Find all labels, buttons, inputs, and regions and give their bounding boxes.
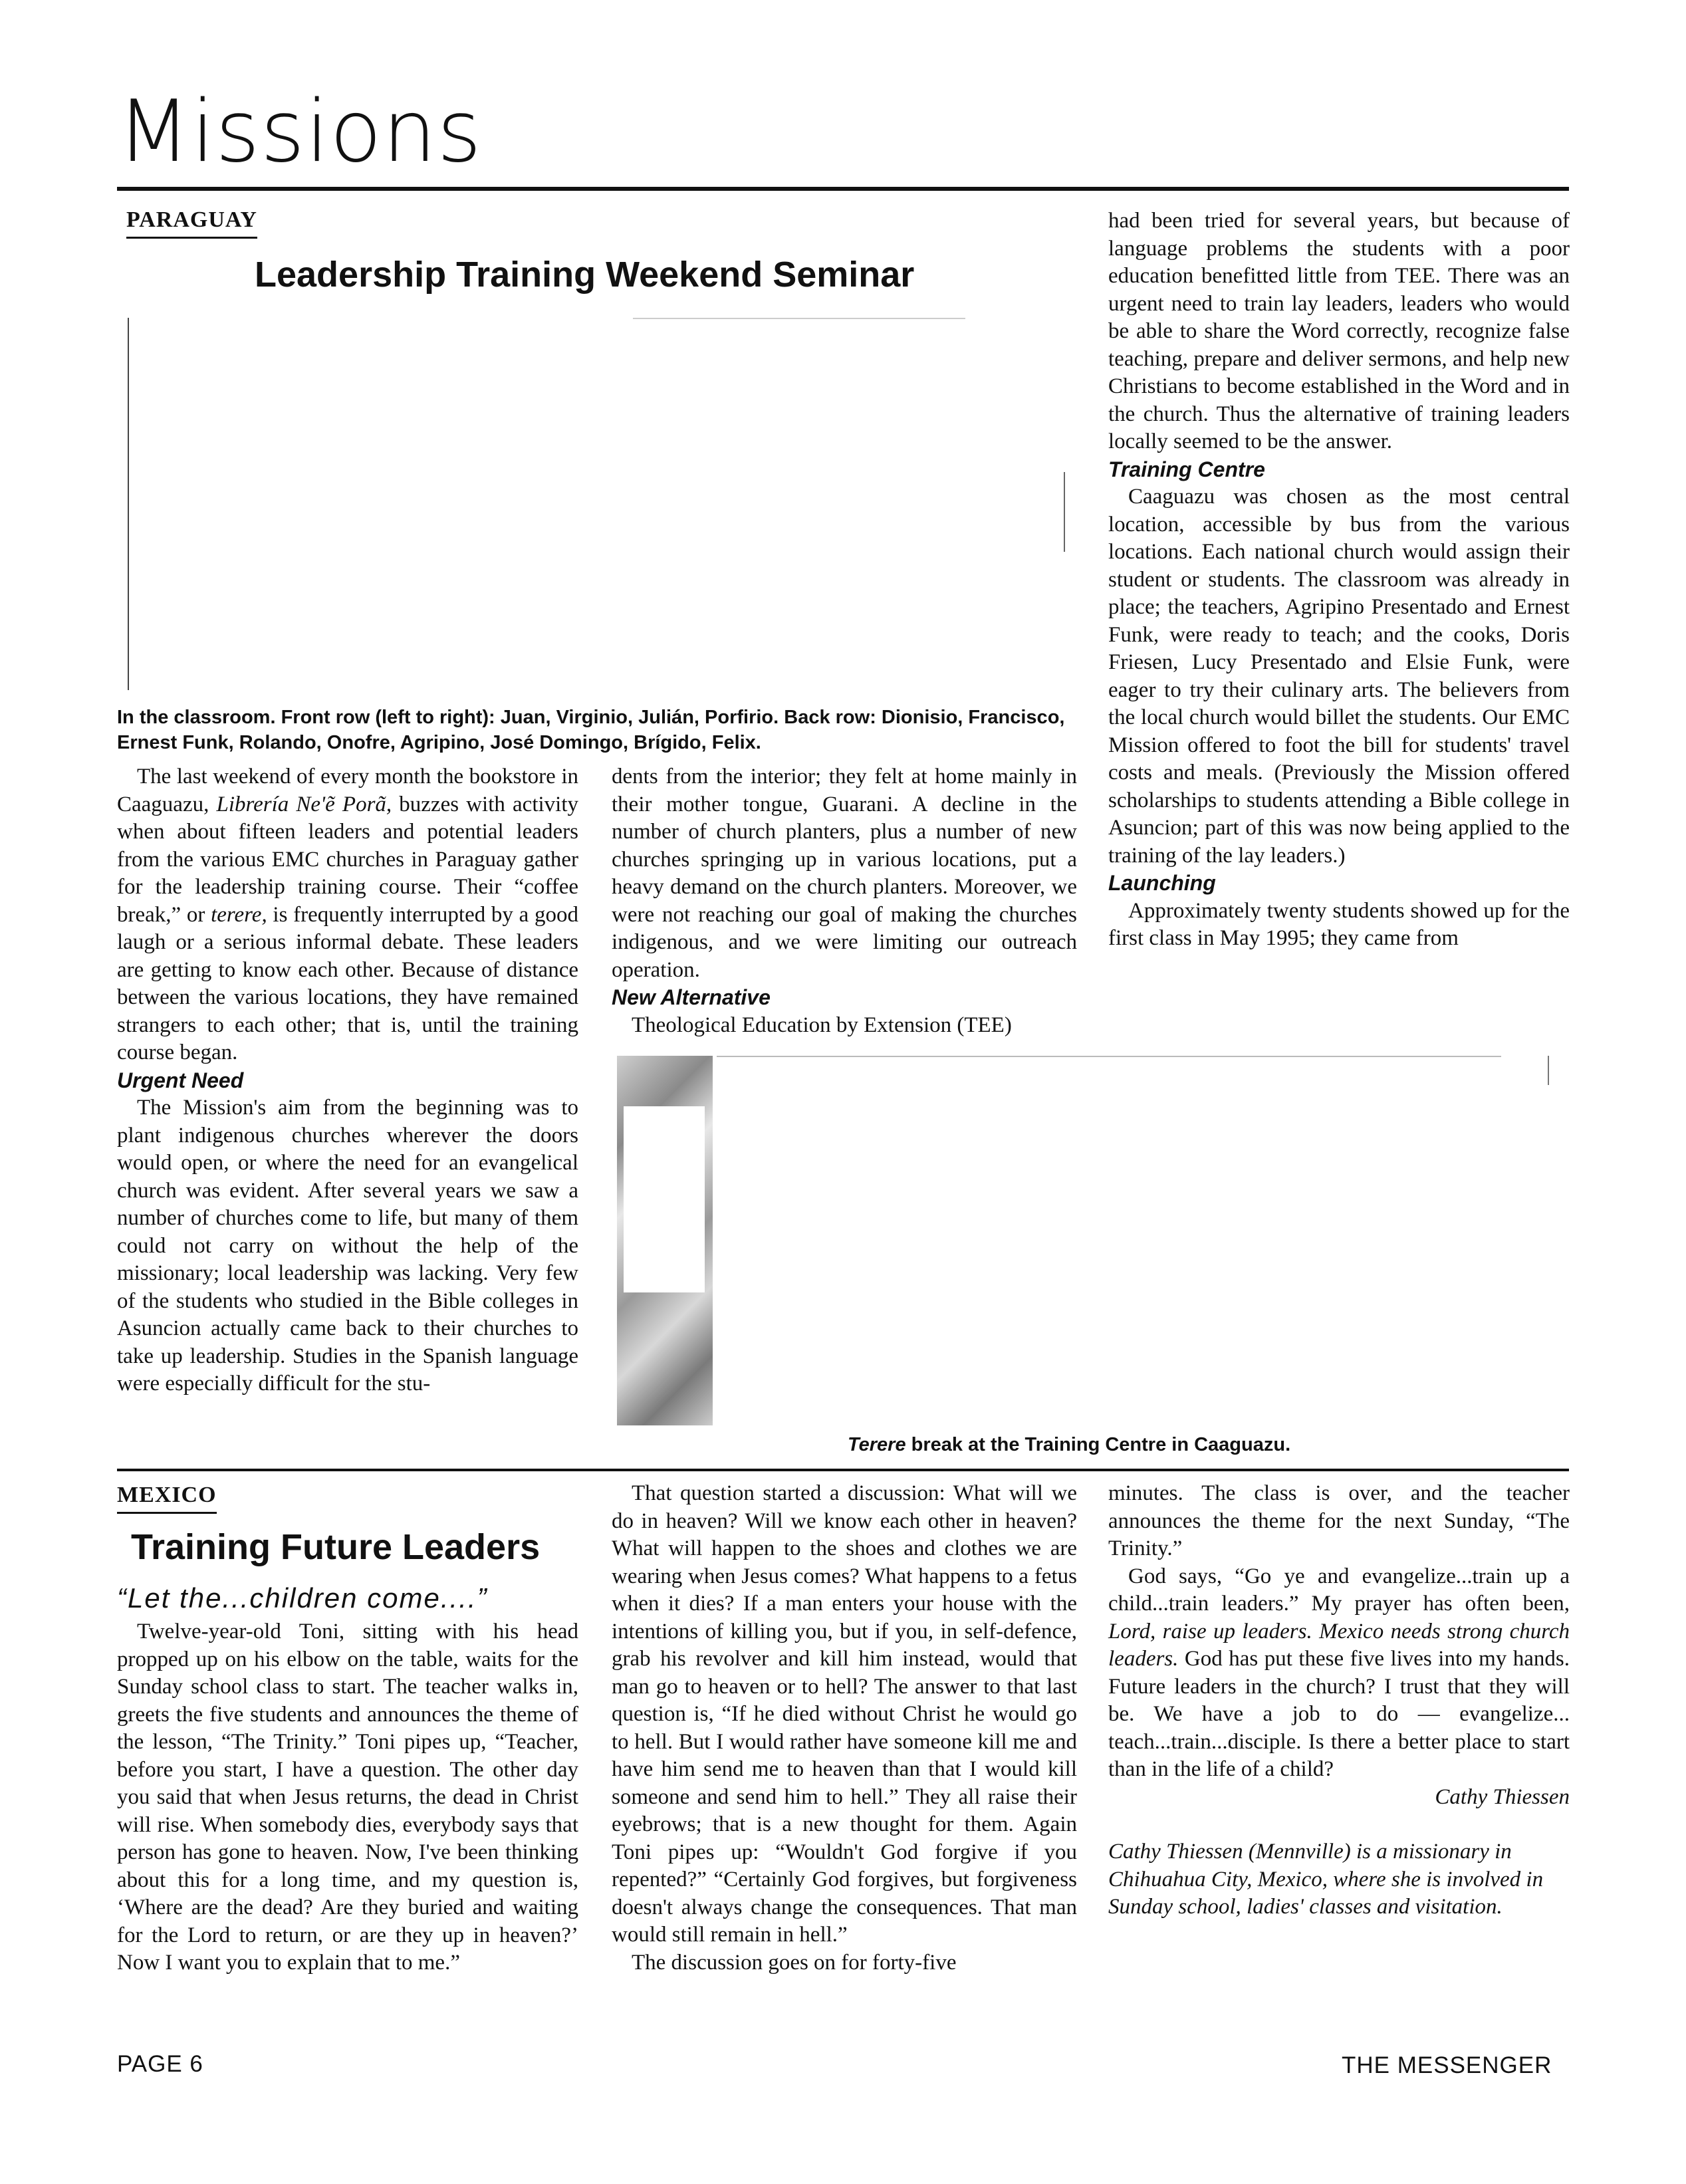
section-divider [117, 1469, 1569, 1471]
photo-edge [1064, 472, 1065, 552]
paraguay-column-3 [1108, 207, 1570, 953]
paragraph: Twelve-year-old Toni, sitting with his head propped up on his elbow on the table, waits for the Sunday school class to start. The teacher walks in, greets the five students and announces the theme of the lesson, “The Trinity.” Toni pipes up, “Teacher, before you start, I have a question. The other day you said that when Jesus returns, the dead in Christ will rise. When somebody dies, everybody says that person has gone to heaven. Now, I've been thinking about this for a long time, and my question is, ‘Where are the dead? Are they buried and waiting for the Lord to return, or are they up in heaven?’ Now I want you to explain that to me.” [117, 1620, 578, 1975]
paraguay-column-2 [612, 763, 1077, 1039]
photo-edge [128, 318, 129, 690]
classroom-photo [128, 318, 1072, 703]
photo-edge [1548, 1056, 1549, 1085]
terere-photo [617, 1056, 1554, 1428]
paraguay-column-1 [117, 763, 578, 1398]
paragraph: The last weekend of every month the bookstore in Caaguazu, Librería Ne'ẽ Porã, buzzes with activity when about fifteen leaders and potential leaders from the various EMC churches in Paraguay gather for the leadership training course. Their “coffee break,” or terere, is frequently interrupted by a good laugh or a serious informal debate. These leaders are getting to know each other. Because of distance between the various locations, they have remained strangers to each other; that is, until the training course began. [117, 765, 579, 1064]
paragraph: had been tried for several years, but because of language problems the students with a poor education benefitted little from TEE. There was an urgent need to train lay leaders, leaders who would be able to share the Word correctly, recognize false teaching, prepare and deliver sermons, and help new Christians to become established in the Word and in the church. Thus the alternative of training leaders locally seemed to be the answer. [1108, 209, 1570, 453]
mexico-column-2 [612, 1480, 1077, 1977]
subhead-new-alternative: New Alternative [612, 985, 771, 1009]
mexico-column-1 [117, 1618, 578, 1977]
publication-name: THE MESSENGER [1342, 2052, 1552, 2078]
photo-edge [633, 318, 965, 319]
paragraph: The Mission's aim from the beginning was to plant indigenous churches wherever the doors would open, or where the need for an evangelical church was evident. After several years we saw a number of churches come to life, but many of them could not carry on without the help of the missionary; local leadership was lacking. Very few of the students who studied in the Bible colleges in Asuncion actually came back to their churches to take up leadership. Studies in the Spanish language were especially difficult for the stu- [117, 1096, 578, 1395]
paragraph: Theological Education by Extension (TEE) [632, 1013, 1012, 1037]
mexico-subhead: “Let the...children come....” [117, 1582, 488, 1614]
headline-mexico: Training Future Leaders [131, 1527, 541, 1567]
paragraph: Caaguazu was chosen as the most central location, accessible by bus from the various locations. Each national church would assign their student or students. The classroom was already in place; the teachers, Agripino Presentado and Ernest Funk, were ready to teach; and the cooks, Doris Friesen, Lucy Presentado and Elsie Funk, were eager to try their culinary arts. The believers from the local church would billet the students. Our EMC Mission offered to foot the bill for students' travel costs and meals. (Previously the Mission offered scholarships to students attending a Bible college in Asuncion; part of this was now being applied to the training of the lay leaders.) [1108, 485, 1570, 868]
author-signature: Cathy Thiessen [1435, 1784, 1570, 1809]
paragraph: Approximately twenty students showed up for the first class in May 1995; they came from [1108, 898, 1570, 950]
section-label-mexico: MEXICO [117, 1483, 217, 1514]
masthead: Missions [117, 82, 483, 182]
photo-highlight [624, 1106, 705, 1292]
paragraph: dents from the interior; they felt at home mainly in their mother tongue, Guarani. A decline in the number of church planters, plus a number of new churches springing up in various locations, put a heavy demand on the church planters. Moreover, we were not reaching our goal of making the churches indigenous, and we were limiting our outreach operation. [612, 765, 1077, 982]
subhead-launching: Launching [1108, 871, 1216, 895]
author-bio: Cathy Thiessen (Mennville) is a missionary in Chihuahua City, Mexico, where she is involved in Sunday school, ladies' classes and visitation. [1108, 1840, 1544, 1919]
paragraph: The discussion goes on for forty-five [632, 1950, 957, 1975]
subhead-urgent-need: Urgent Need [117, 1068, 244, 1092]
paragraph: God says, “Go ye and evangelize...train up a child...train leaders.” My prayer has often been, Lord, raise up leaders. Mexico needs strong church leaders. God has put these five lives into my hands. Future leaders in the church? I trust that they will be. We have a job to do — evangelize... teach...train...disciple. Is there a better place to start than in the life of a child? [1108, 1564, 1570, 1781]
headline-paraguay: Leadership Training Weekend Seminar [255, 255, 915, 295]
paragraph: That question started a discussion: What will we do in heaven? Will we know each other in heaven? What will happen to the shoes and clothes we are wearing when Jesus comes? What happens to a fetus when it dies? If a man enters your house with the intentions of killing you, but if you, in self-defence, grab his revolver and kill him instead, would that man go to heaven or to hell? The answer to that last question is, “If he died without Christ he would go to hell. But I would rather have someone kill me and have him send me to heaven than that I would kill someone and send him to hell.” They all raise their eyebrows; that is a new thought for them. Again Toni pipes up: “Wouldn't God forgive if you repented?” “Certainly God forgives, but forgiveness doesn't always change the consequences. That man would still remain in hell.” [612, 1481, 1077, 1947]
masthead-rule [117, 187, 1569, 191]
classroom-photo-caption: In the classroom. Front row (left to right): Juan, Virginio, Julián, Porfirio. Back row: Dionisio, Francisco, Ernest Funk, Rolando, Onofre, Agripino, José Domingo, Brígido, Felix. [117, 707, 1065, 753]
photo-edge [717, 1056, 1501, 1057]
subhead-training-centre: Training Centre [1108, 457, 1265, 481]
section-label-paraguay: PARAGUAY [126, 207, 257, 239]
paragraph: minutes. The class is over, and the teacher announces the theme for the next Sunday, “The Trinity.” [1108, 1481, 1570, 1560]
page-number: PAGE 6 [117, 2051, 203, 2077]
terere-photo-caption: Terere break at the Training Centre in Caaguazu. [848, 1434, 1291, 1455]
mexico-column-3 [1108, 1480, 1570, 1921]
